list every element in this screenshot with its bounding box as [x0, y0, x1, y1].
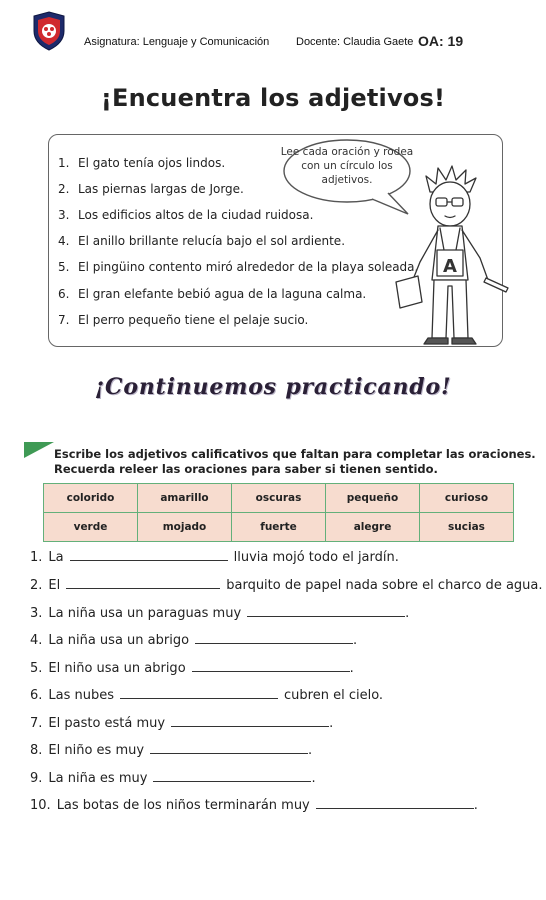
- answer-blank[interactable]: [153, 770, 311, 782]
- question-item: 9. La niña es muy .: [30, 771, 316, 786]
- question-item: 7. El pasto está muy .: [30, 716, 334, 731]
- question-item: 8. El niño es muy .: [30, 743, 313, 758]
- word-bank-cell: colorido: [44, 484, 138, 513]
- question-item: 4. La niña usa un abrigo .: [30, 633, 358, 648]
- question-item: 6. Las nubes cubren el cielo.: [30, 688, 384, 703]
- question-item: 5. El niño usa un abrigo .: [30, 661, 354, 676]
- section2-title: ¡Continuemos practicando!: [94, 374, 452, 400]
- sentence-item: 3. Los edificios altos de la ciudad ruidosa.: [58, 208, 314, 222]
- sentence-item: 4. El anillo brillante relucía bajo el sol ardiente.: [58, 234, 346, 248]
- word-bank-table: [43, 483, 514, 542]
- answer-blank[interactable]: [66, 577, 220, 589]
- instruction-line1: Escribe los adjetivos calificativos que faltan para completar las oraciones.: [54, 447, 536, 461]
- answer-blank[interactable]: [316, 797, 474, 809]
- sentence-item: 5. El pingüino contento miró alrededor de la playa soleada.: [58, 260, 419, 274]
- question-item: 1. La lluvia mojó todo el jardín.: [30, 550, 399, 565]
- sentence-item: 1. El gato tenía ojos lindos.: [58, 156, 226, 170]
- school-logo: [32, 11, 66, 51]
- answer-blank[interactable]: [70, 549, 228, 561]
- answer-blank[interactable]: [192, 660, 350, 672]
- word-bank-cell: curioso: [420, 484, 514, 513]
- word-bank-row: [44, 513, 514, 542]
- sentence-item: 7. El perro pequeño tiene el pelaje sucio.: [58, 313, 309, 327]
- word-bank-cell: oscuras: [232, 484, 326, 513]
- question-item: 10. Las botas de los niños terminarán muy .: [30, 798, 478, 813]
- answer-blank[interactable]: [247, 605, 405, 617]
- word-bank-cell: amarillo: [138, 484, 232, 513]
- teacher-label: Docente: Claudia Gaete: [296, 36, 414, 48]
- sentence-item: 6. El gran elefante bebió agua de la laguna calma.: [58, 287, 367, 301]
- word-bank-cell: mojado: [138, 513, 232, 542]
- word-bank-cell: sucias: [420, 513, 514, 542]
- section1-title: ¡Encuentra los adjetivos!: [100, 84, 446, 112]
- answer-blank[interactable]: [195, 632, 353, 644]
- answer-blank[interactable]: [150, 742, 308, 754]
- corner-flag-icon: [24, 442, 54, 458]
- subject-label: Asignatura: Lenguaje y Comunicación: [84, 36, 270, 48]
- question-item: 2. El barquito de papel nada sobre el charco de agua.: [30, 578, 543, 593]
- word-bank-cell: verde: [44, 513, 138, 542]
- oa-label: OA: 19: [418, 33, 464, 49]
- bubble-text: Lee cada oración y rodea con un círculo los adjetivos.: [280, 146, 414, 186]
- question-item: 3. La niña usa un paraguas muy .: [30, 606, 410, 621]
- word-bank-cell: fuerte: [232, 513, 326, 542]
- word-bank-cell: pequeño: [326, 484, 420, 513]
- answer-blank[interactable]: [171, 715, 329, 727]
- sentence-item: 2. Las piernas largas de Jorge.: [58, 182, 244, 196]
- word-bank-row: [44, 484, 514, 513]
- boy-illustration: [390, 162, 514, 346]
- answer-blank[interactable]: [120, 687, 278, 699]
- word-bank-cell: alegre: [326, 513, 420, 542]
- sign-letter: A: [443, 256, 457, 277]
- instruction-line2: Recuerda releer las oraciones para saber si tienen sentido.: [54, 462, 438, 476]
